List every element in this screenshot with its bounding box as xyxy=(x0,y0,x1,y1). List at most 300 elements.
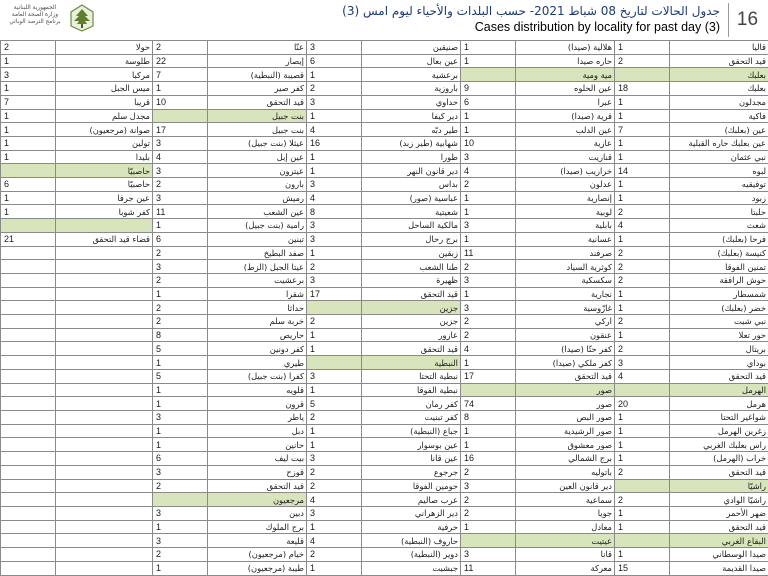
table-row xyxy=(1,150,768,164)
locality-name-cell: مجدل سلم xyxy=(56,109,153,123)
locality-name-cell: شعث xyxy=(670,219,768,233)
locality-name-cell: برعشية xyxy=(362,68,461,82)
case-count-cell: 1 xyxy=(153,397,208,411)
locality-name-cell: قناريت xyxy=(516,150,615,164)
case-count-cell: 3 xyxy=(307,506,362,520)
case-count-cell: 2 xyxy=(461,493,516,507)
case-count-cell: 1 xyxy=(461,424,516,438)
case-count-cell: 16 xyxy=(307,136,362,150)
locality-name-cell: راشيّا الوادي xyxy=(670,493,768,507)
locality-name-cell: خراريب (صيدا) xyxy=(516,164,615,178)
table-row xyxy=(1,287,768,301)
table-row xyxy=(1,123,768,137)
case-count-cell: 7 xyxy=(615,123,670,137)
locality-name-cell: كفر رمان xyxy=(362,397,461,411)
case-count-cell: 1 xyxy=(615,424,670,438)
locality-name-cell: قاليا xyxy=(670,41,768,55)
table-row xyxy=(1,82,768,96)
case-count-cell: 1 xyxy=(461,109,516,123)
locality-name-cell: دير قانون العين xyxy=(516,479,615,493)
case-count-cell: 1 xyxy=(615,520,670,534)
case-count-cell: 17 xyxy=(307,287,362,301)
locality-name-cell: عين الشعب xyxy=(208,205,307,219)
table-row xyxy=(1,438,768,452)
locality-name-cell: هلالية (صيدا) xyxy=(516,41,615,55)
table-row xyxy=(1,273,768,287)
case-count-cell: 1 xyxy=(461,232,516,246)
case-count-cell: 10 xyxy=(461,136,516,150)
case-count-cell: 2 xyxy=(307,465,362,479)
locality-name-cell xyxy=(56,342,153,356)
case-count-cell: 1 xyxy=(1,54,56,68)
table-row xyxy=(1,191,768,205)
table-row xyxy=(1,424,768,438)
locality-name-cell xyxy=(56,273,153,287)
locality-name-cell: عنقون xyxy=(516,328,615,342)
locality-name-cell: عرب صاليم xyxy=(362,493,461,507)
locality-name-cell: عيتا الجبل (الزط) xyxy=(208,260,307,274)
locality-name-cell: كفر شوبا xyxy=(56,205,153,219)
page-title-arabic: جدول الحالات لتاريخ 08 شباط 2021- حسب البلدات والأحياء ليوم امس (3) xyxy=(342,4,720,18)
case-count-cell: 2 xyxy=(307,260,362,274)
case-count-cell: 1 xyxy=(461,520,516,534)
case-count-cell xyxy=(1,561,56,575)
case-count-cell: 2 xyxy=(153,548,208,562)
locality-name-cell: قيد التحقق xyxy=(362,287,461,301)
locality-name-cell: طيري xyxy=(208,356,307,370)
case-count-cell: 4 xyxy=(307,493,362,507)
locality-name-cell: قوزح xyxy=(208,465,307,479)
locality-name-cell: لوبية xyxy=(516,205,615,219)
locality-name-cell: زبقين xyxy=(362,246,461,260)
case-count-cell: 21 xyxy=(1,232,56,246)
case-count-cell: 1 xyxy=(153,356,208,370)
table-row xyxy=(1,410,768,424)
locality-name-cell: بابلية xyxy=(516,219,615,233)
case-count-cell: 3 xyxy=(307,41,362,55)
case-count-cell: 2 xyxy=(307,479,362,493)
locality-name-cell: عين إبل xyxy=(208,150,307,164)
case-count-cell: 3 xyxy=(461,301,516,315)
case-count-cell: 1 xyxy=(1,82,56,96)
case-count-cell: 10 xyxy=(153,95,208,109)
case-count-cell: 16 xyxy=(461,452,516,466)
locality-name-cell: صور البص xyxy=(516,410,615,424)
locality-name-cell: طنا الشعب xyxy=(362,260,461,274)
case-count-cell: 2 xyxy=(461,315,516,329)
locality-name-cell: شهابية (طير زبد) xyxy=(362,136,461,150)
case-count-cell: 1 xyxy=(615,150,670,164)
locality-name-cell: عين الدلب xyxy=(516,123,615,137)
case-count-cell xyxy=(1,369,56,383)
case-count-cell: 3 xyxy=(307,219,362,233)
case-count-cell: 1 xyxy=(615,410,670,424)
case-count-cell: 3 xyxy=(153,136,208,150)
table-row xyxy=(1,205,768,219)
case-count-cell xyxy=(1,356,56,370)
locality-name-cell: ميس الجبل xyxy=(56,82,153,96)
locality-name-cell xyxy=(56,383,153,397)
case-count-cell: 1 xyxy=(615,548,670,562)
locality-name-cell: قرية (صيدا) xyxy=(516,109,615,123)
district-header-cell: النبطية xyxy=(362,356,461,370)
page-number: 16 xyxy=(728,3,766,37)
locality-name-cell: شعيتية xyxy=(362,205,461,219)
case-count-cell: 6 xyxy=(153,232,208,246)
case-count-cell: 3 xyxy=(307,273,362,287)
case-count-cell: 1 xyxy=(615,109,670,123)
locality-name-cell: باروزية xyxy=(362,82,461,96)
case-count-cell: 1 xyxy=(1,123,56,137)
locality-name-cell: حوش الرافقة xyxy=(670,273,768,287)
table-row xyxy=(1,164,768,178)
case-count-cell: 1 xyxy=(461,54,516,68)
locality-name-cell: فاكية xyxy=(670,109,768,123)
locality-name-cell: خيام (مرجعيون) xyxy=(208,548,307,562)
case-count-cell: 8 xyxy=(461,410,516,424)
locality-name-cell: بنت جبيل xyxy=(208,123,307,137)
case-count-cell: 1 xyxy=(461,356,516,370)
case-count-cell: 20 xyxy=(615,397,670,411)
locality-name-cell: طورا xyxy=(362,150,461,164)
locality-name-cell: عيثلا (بنت جبيل) xyxy=(208,136,307,150)
case-count-cell: 1 xyxy=(307,246,362,260)
case-count-cell: 1 xyxy=(615,328,670,342)
locality-name-cell: عين الحلوه xyxy=(516,82,615,96)
locality-name-cell: طير دبّه xyxy=(362,123,461,137)
locality-name-cell: لبوه xyxy=(670,164,768,178)
locality-name-cell: باتوليه xyxy=(516,465,615,479)
table-row xyxy=(1,548,768,562)
locality-name-cell: قيد التحقق xyxy=(516,369,615,383)
case-count-cell: 3 xyxy=(307,232,362,246)
case-count-cell xyxy=(461,534,516,548)
locality-name-cell: صوانة (مرجعيون) xyxy=(56,123,153,137)
table-row xyxy=(1,534,768,548)
case-count-cell: 4 xyxy=(615,219,670,233)
ministry-logo xyxy=(6,2,126,38)
case-count-cell: 4 xyxy=(307,534,362,548)
district-header-cell: عيتيت xyxy=(516,534,615,548)
case-count-cell: 6 xyxy=(307,54,362,68)
case-count-cell xyxy=(461,68,516,82)
case-count-cell: 2 xyxy=(307,410,362,424)
district-header-cell: راشيّا xyxy=(670,479,768,493)
district-header-cell: جزين xyxy=(362,301,461,315)
case-count-cell xyxy=(1,164,56,178)
district-header-cell: بعلبك xyxy=(670,68,768,82)
case-count-cell: 1 xyxy=(307,109,362,123)
locality-name-cell: بداس xyxy=(362,178,461,192)
locality-name-cell: برج رحال xyxy=(362,232,461,246)
locality-name-cell: كفر صير xyxy=(208,82,307,96)
case-count-cell: 4 xyxy=(307,123,362,137)
table-row xyxy=(1,178,768,192)
district-header-cell: البقاع الغربي xyxy=(670,534,768,548)
case-count-cell: 2 xyxy=(461,328,516,342)
case-count-cell: 1 xyxy=(615,506,670,520)
table-row xyxy=(1,493,768,507)
locality-name-cell: بعلبك xyxy=(670,82,768,96)
case-count-cell xyxy=(153,109,208,123)
case-count-cell: 3 xyxy=(461,479,516,493)
case-count-cell: 1 xyxy=(307,424,362,438)
locality-name-cell: صفد البطيخ xyxy=(208,246,307,260)
case-count-cell: 4 xyxy=(307,191,362,205)
case-count-cell: 4 xyxy=(153,150,208,164)
case-count-cell xyxy=(1,534,56,548)
locality-name-cell xyxy=(56,493,153,507)
case-count-cell xyxy=(1,260,56,274)
locality-name-cell: نبطية التحتا xyxy=(362,369,461,383)
case-count-cell: 6 xyxy=(461,95,516,109)
locality-name-cell: توفيقيه xyxy=(670,178,768,192)
locality-name-cell: صور الرشيدية xyxy=(516,424,615,438)
case-count-cell: 1 xyxy=(307,68,362,82)
case-count-cell: 4 xyxy=(615,369,670,383)
case-count-cell: 1 xyxy=(461,123,516,137)
case-count-cell: 1 xyxy=(307,438,362,452)
case-count-cell: 1 xyxy=(615,136,670,150)
case-count-cell: 2 xyxy=(307,548,362,562)
case-count-cell: 1 xyxy=(615,301,670,315)
locality-name-cell: تبنين xyxy=(208,232,307,246)
case-count-cell: 1 xyxy=(307,561,362,575)
case-count-cell: 11 xyxy=(153,205,208,219)
case-count-cell: 22 xyxy=(153,54,208,68)
table-row xyxy=(1,369,768,383)
locality-name-cell: قيد التحقق xyxy=(670,520,768,534)
locality-name-cell: قريبا xyxy=(56,95,153,109)
locality-name-cell: حولا xyxy=(56,41,153,55)
district-header-cell xyxy=(56,219,153,233)
case-count-cell xyxy=(1,548,56,562)
case-count-cell xyxy=(615,383,670,397)
district-header-cell: حاصبيّا xyxy=(56,164,153,178)
locality-name-cell: قيد التحقق xyxy=(362,342,461,356)
locality-name-cell: كفر ملكي (صيدا) xyxy=(516,356,615,370)
case-count-cell xyxy=(1,246,56,260)
case-count-cell: 3 xyxy=(461,548,516,562)
locality-name-cell: صيدا الوسطاني xyxy=(670,548,768,562)
locality-name-cell: حاروف (النبطية) xyxy=(362,534,461,548)
case-count-cell: 2 xyxy=(153,479,208,493)
case-count-cell: 3 xyxy=(307,95,362,109)
locality-name-cell: عازية xyxy=(516,136,615,150)
locality-name-cell: معركة xyxy=(516,561,615,575)
locality-name-cell: قرون xyxy=(208,397,307,411)
table-row xyxy=(1,301,768,315)
case-count-cell: 1 xyxy=(307,342,362,356)
case-count-cell: 1 xyxy=(153,219,208,233)
case-count-cell: 6 xyxy=(1,178,56,192)
locality-name-cell: حداثا xyxy=(208,301,307,315)
case-count-cell: 3 xyxy=(461,273,516,287)
locality-name-cell xyxy=(56,506,153,520)
case-count-cell: 17 xyxy=(153,123,208,137)
case-count-cell: 2 xyxy=(153,315,208,329)
table-row xyxy=(1,68,768,82)
locality-name-cell: عين (بعلبك) xyxy=(670,123,768,137)
locality-name-cell: قيد التحقق xyxy=(670,54,768,68)
case-count-cell xyxy=(615,479,670,493)
case-count-cell: 1 xyxy=(1,136,56,150)
case-count-cell: 2 xyxy=(615,260,670,274)
locality-name-cell: حاريص xyxy=(208,328,307,342)
locality-name-cell: خربة سلم xyxy=(208,315,307,329)
table-row xyxy=(1,232,768,246)
case-count-cell: 2 xyxy=(615,205,670,219)
district-header-cell: مرجعيون xyxy=(208,493,307,507)
table-row xyxy=(1,315,768,329)
case-count-cell: 1 xyxy=(153,287,208,301)
locality-name-cell: صنيقين xyxy=(362,41,461,55)
locality-name-cell: حور تعلا xyxy=(670,328,768,342)
case-count-cell: 3 xyxy=(153,506,208,520)
case-count-cell: 2 xyxy=(461,465,516,479)
logo-text xyxy=(6,5,64,27)
logo-line: وزارة الصحة العامة xyxy=(11,12,59,19)
locality-name-cell: حانين xyxy=(208,438,307,452)
locality-name-cell: مركبا xyxy=(56,68,153,82)
case-count-cell: 2 xyxy=(307,315,362,329)
locality-name-cell: زغرين الهرمل xyxy=(670,424,768,438)
case-count-cell: 2 xyxy=(615,465,670,479)
locality-name-cell: دبين xyxy=(208,506,307,520)
locality-name-cell: راس بعلبك الغربي xyxy=(670,438,768,452)
locality-name-cell xyxy=(56,424,153,438)
case-count-cell: 14 xyxy=(615,164,670,178)
locality-name-cell xyxy=(56,301,153,315)
case-count-cell xyxy=(615,68,670,82)
district-header-cell: صور xyxy=(516,383,615,397)
case-count-cell xyxy=(1,479,56,493)
district-header-cell: بنت جبيل xyxy=(208,109,307,123)
table-row xyxy=(1,479,768,493)
case-count-cell: 1 xyxy=(153,424,208,438)
locality-name-cell: معادل xyxy=(516,520,615,534)
logo-line: برنامج الترصد الوبائي xyxy=(9,19,61,26)
locality-name-cell: حاصبيّا xyxy=(56,178,153,192)
locality-name-cell: ظهيرة xyxy=(362,273,461,287)
table-row xyxy=(1,136,768,150)
locality-name-cell: خراب (الهرمل) xyxy=(670,452,768,466)
case-count-cell: 2 xyxy=(153,41,208,55)
case-count-cell: 1 xyxy=(615,191,670,205)
case-count-cell: 1 xyxy=(307,164,362,178)
table-row xyxy=(1,342,768,356)
locality-name-cell xyxy=(56,369,153,383)
locality-name-cell: جبشيت xyxy=(362,561,461,575)
locality-name-cell: اركي xyxy=(516,315,615,329)
case-count-cell: 2 xyxy=(307,82,362,96)
case-count-cell: 1 xyxy=(461,41,516,55)
locality-name-cell xyxy=(56,397,153,411)
case-count-cell: 5 xyxy=(153,342,208,356)
locality-name-cell: خضر (بعلبك) xyxy=(670,301,768,315)
case-count-cell: 3 xyxy=(307,452,362,466)
locality-name-cell xyxy=(56,410,153,424)
case-count-cell: 7 xyxy=(1,95,56,109)
case-count-cell xyxy=(1,493,56,507)
case-count-cell: 1 xyxy=(615,232,670,246)
table-row xyxy=(1,561,768,575)
case-count-cell xyxy=(1,438,56,452)
locality-name-cell: شواغير التحتا xyxy=(670,410,768,424)
table-row xyxy=(1,452,768,466)
locality-name-cell xyxy=(56,287,153,301)
case-count-cell: 1 xyxy=(461,191,516,205)
case-count-cell: 1 xyxy=(153,82,208,96)
case-count-cell xyxy=(615,534,670,548)
table-row xyxy=(1,328,768,342)
case-count-cell: 1 xyxy=(307,328,362,342)
case-count-cell xyxy=(1,315,56,329)
locality-name-cell: جباع (النبطية) xyxy=(362,424,461,438)
locality-name-cell: قليعة xyxy=(208,534,307,548)
case-count-cell: 2 xyxy=(153,301,208,315)
case-count-cell: 1 xyxy=(1,191,56,205)
locality-name-cell: تولين xyxy=(56,136,153,150)
table-row xyxy=(1,397,768,411)
locality-name-cell: حاره صيدا xyxy=(516,54,615,68)
case-count-cell: 2 xyxy=(1,41,56,55)
table-row xyxy=(1,260,768,274)
case-count-cell: 11 xyxy=(461,246,516,260)
case-count-cell: 2 xyxy=(615,342,670,356)
locality-name-cell: إنصارية xyxy=(516,191,615,205)
locality-name-cell: قصيبة (النبطية) xyxy=(208,68,307,82)
locality-name-cell: غازّوسية xyxy=(516,301,615,315)
locality-name-cell: قيد التحقق xyxy=(670,465,768,479)
case-count-cell: 3 xyxy=(153,164,208,178)
locality-name-cell: مالكية الساحل xyxy=(362,219,461,233)
case-count-cell: 2 xyxy=(615,315,670,329)
locality-name-cell: جرجوع xyxy=(362,465,461,479)
case-count-cell: 1 xyxy=(1,205,56,219)
locality-name-cell xyxy=(56,548,153,562)
table-row xyxy=(1,506,768,520)
case-count-cell xyxy=(1,287,56,301)
case-count-cell: 3 xyxy=(153,465,208,479)
case-count-cell: 2 xyxy=(461,178,516,192)
locality-name-cell: حداوي xyxy=(362,95,461,109)
case-count-cell: 2 xyxy=(615,273,670,287)
case-count-cell: 3 xyxy=(1,68,56,82)
case-count-cell xyxy=(307,356,362,370)
title-block xyxy=(200,3,720,35)
locality-name-cell: شقرا xyxy=(208,287,307,301)
locality-name-cell: صور xyxy=(516,397,615,411)
locality-name-cell: دبل xyxy=(208,424,307,438)
locality-name-cell: عبرا xyxy=(516,95,615,109)
locality-name-cell: صيدا القديمة xyxy=(670,561,768,575)
case-count-cell: 4 xyxy=(461,342,516,356)
case-count-cell: 1 xyxy=(461,287,516,301)
case-count-cell: 2 xyxy=(153,178,208,192)
locality-name-cell: عيترون xyxy=(208,164,307,178)
locality-name-cell: نبي شيت xyxy=(670,315,768,329)
locality-name-cell: حرفية xyxy=(362,520,461,534)
case-count-cell xyxy=(1,410,56,424)
table-row xyxy=(1,95,768,109)
table-row xyxy=(1,246,768,260)
locality-name-cell: نبي عثمان xyxy=(670,150,768,164)
case-count-cell: 74 xyxy=(461,397,516,411)
case-count-cell xyxy=(1,465,56,479)
case-count-cell: 18 xyxy=(615,82,670,96)
locality-name-cell: قيد التحقق xyxy=(670,369,768,383)
